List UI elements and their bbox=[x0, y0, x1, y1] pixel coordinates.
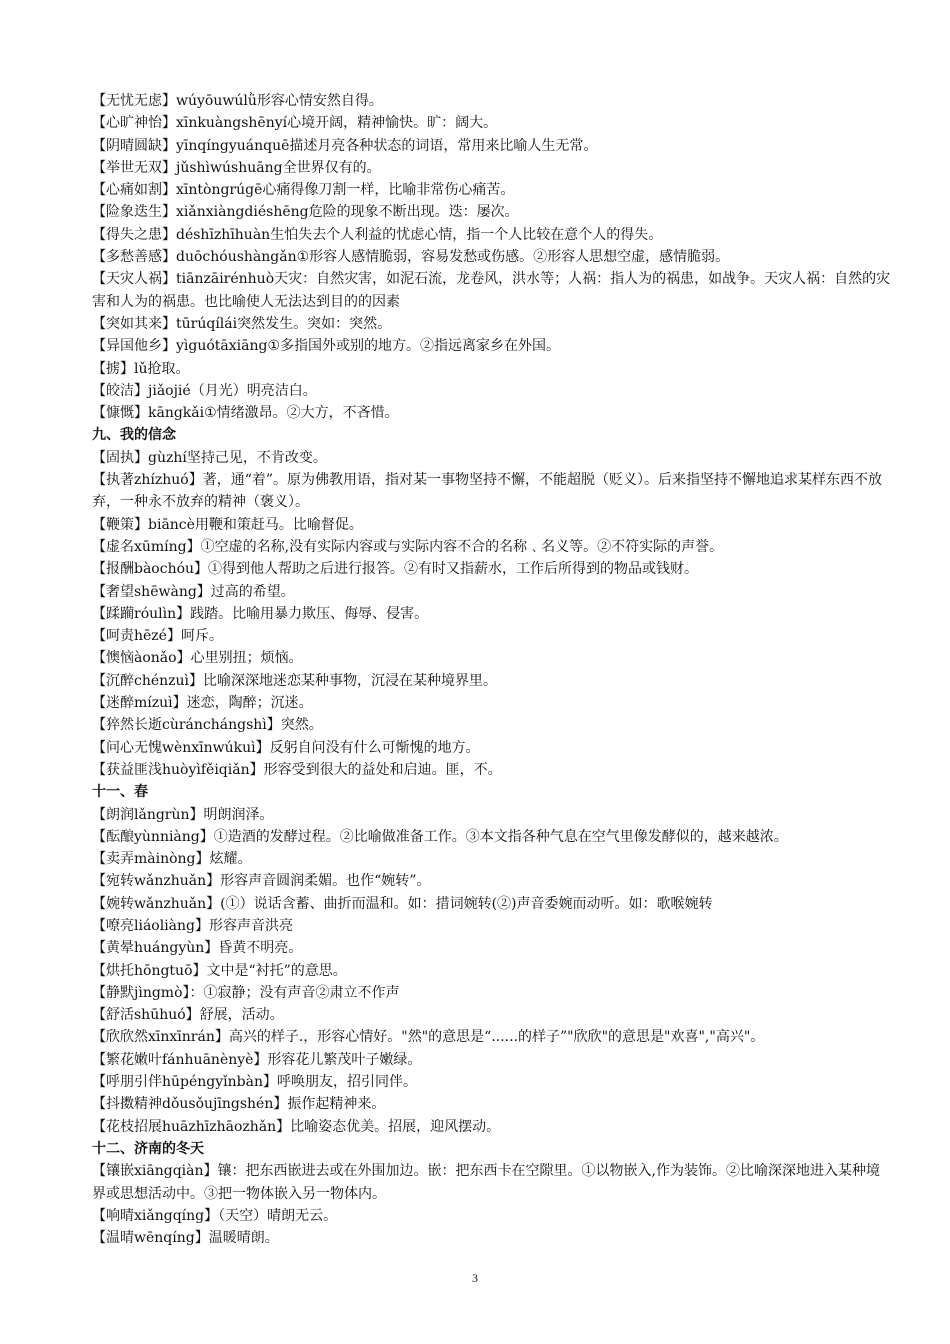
vocab-entry: 【阴晴圆缺】yīnqíngyuánquē描述月亮各种状态的词语，常用来比喻人生无常。 bbox=[92, 137, 598, 154]
vocab-entry: 【呼朋引伴hūpéngyǐnbàn】呼唤朋友，招引同伴。 bbox=[92, 1074, 417, 1091]
vocab-entry: 【固执】gùzhí坚持己见，不肯改变。 bbox=[92, 449, 327, 466]
vocab-entry: 【静默jìngmò】：①寂静；没有声音②肃立不作声 bbox=[92, 984, 400, 1001]
vocab-entry: 【心痛如割】xīntòngrúgē心痛得像刀割一样，比喻非常伤心痛苦。 bbox=[92, 182, 515, 199]
vocab-entry: 【温晴wēnqíng】温暖晴朗。 bbox=[92, 1230, 279, 1247]
vocab-entry: 【天灾人祸】tiānzāirénhuò天灾：自然灾害，如泥石流，龙卷风，洪水等；人祸：指人为的祸患，如战争。天灾人祸：自然的灾害和人为的祸患。也比喻使人无法达到目的的因素 bbox=[92, 271, 891, 310]
vocab-entry: 【掳】lǔ抢取。 bbox=[92, 360, 190, 377]
vocab-entry: 【镶嵌xiāngqiàn】镶：把东西嵌进去或在外围加边。嵌：把东西卡在空隙里。①以物嵌入,作为装饰。②比喻深深地进入某种境界或思想活动中。③把一物体嵌入另一物体内。 bbox=[92, 1163, 880, 1202]
vocab-entry: 【慷慨】kāngkǎi①情绪激昂。②大方，不吝惜。 bbox=[92, 405, 399, 422]
vocab-entry: 【险象迭生】xiǎnxiàngdiéshēng危险的现象不断出现。迭：屡次。 bbox=[92, 204, 519, 221]
vocab-entry: 【无忧无虑】wúyōuwúlǜ形容心情安然自得。 bbox=[92, 93, 383, 109]
vocab-entry: 【得失之患】déshīzhīhuàn生怕失去个人利益的忧虑心情，指一个人比较在意个人的得失。 bbox=[92, 226, 663, 243]
vocab-entry: 【猝然长逝cùránchángshì】突然。 bbox=[92, 717, 323, 734]
vocab-entry: 【皎洁】jiǎojié（月光）明亮洁白。 bbox=[92, 382, 317, 399]
vocab-entry: 【抖擞精神dǒusǒujīngshén】振作起精神来。 bbox=[92, 1096, 386, 1113]
vocab-entry: 【获益匪浅huòyìfěiqiǎn】形容受到很大的益处和启迪。匪，不。 bbox=[92, 761, 502, 778]
section-heading: 九、我的信念 bbox=[92, 427, 176, 444]
vocab-entry: 【沉醉chénzuì】比喻深深地迷恋某种事物，沉浸在某种境界里。 bbox=[92, 672, 498, 689]
vocab-entry: 【异国他乡】yìguótāxiāng①多指国外或别的地方。②指远离家乡在外国。 bbox=[92, 338, 561, 355]
vocab-entry: 【奢望shēwàng】过高的希望。 bbox=[92, 583, 295, 600]
vocab-entry: 【突如其来】tūrúqílái突然发生。突如：突然。 bbox=[92, 315, 392, 332]
vocab-entry: 【蹂躏róulìn】践踏。比喻用暴力欺压、侮辱、侵害。 bbox=[92, 605, 429, 622]
section-heading: 十二、济南的冬天 bbox=[92, 1140, 204, 1157]
vocab-entry: 【烘托hōngtuō】文中是“衬托”的意思。 bbox=[92, 962, 347, 979]
vocab-entry: 【鞭策】biāncè用鞭和策赶马。比喻督促。 bbox=[92, 516, 363, 533]
vocab-entry: 【花枝招展huāzhīzhāozhǎn】比喻姿态优美。招展，迎风摆动。 bbox=[92, 1118, 501, 1135]
vocab-entry: 【黄晕huángyùn】昏黄不明亮。 bbox=[92, 940, 303, 957]
vocab-entry: 【婉转wǎnzhuǎn】(①）说话含蓄、曲折而温和。如：措词婉转(②)声音委婉而动听。如：歌喉婉转 bbox=[92, 895, 713, 912]
vocab-entry: 【舒活shūhuó】舒展，活动。 bbox=[92, 1007, 284, 1024]
vocab-entry: 【嘹亮liáoliàng】形容声音洪亮 bbox=[92, 917, 294, 934]
vocab-entry: 【虚名xūmíng】①空虚的名称,没有实际内容或与实际内容不合的名称﹑名义等。②不符实际的声誉。 bbox=[92, 538, 724, 555]
document-body bbox=[92, 90, 892, 1249]
vocab-entry: 【懊恼àonǎo】心里别扭；烦恼。 bbox=[92, 650, 303, 667]
section-heading: 十一、春 bbox=[92, 784, 148, 801]
vocab-entry: 【问心无愧wènxīnwúkuì】反躬自问没有什么可惭愧的地方。 bbox=[92, 739, 480, 756]
vocab-entry: 【欣欣然xīnxīnrán】高兴的样子.，形容心情好。"然"的意思是“......的样子”"欣欣"的意思是"欢喜","高兴"。 bbox=[92, 1029, 765, 1046]
vocab-entry: 【迷醉mízuì】迷恋，陶醉；沉迷。 bbox=[92, 695, 313, 712]
vocab-entry: 【朗润lǎngrùn】明朗润泽。 bbox=[92, 806, 274, 823]
vocab-entry: 【举世无双】jǔshìwúshuāng全世界仅有的。 bbox=[92, 159, 381, 176]
vocab-entry: 【宛转wǎnzhuǎn】形容声音圆润柔媚。也作“婉转”。 bbox=[92, 873, 431, 890]
vocab-entry: 【报酬bàochóu】①得到他人帮助之后进行报答。②有时又指薪水，工作后所得到的物品或钱财。 bbox=[92, 561, 699, 578]
vocab-entry: 【呵责hēzé】呵斥。 bbox=[92, 628, 223, 645]
vocab-entry: 【繁花嫩叶fánhuānènyè】形容花儿繁茂叶子嫩绿。 bbox=[92, 1051, 422, 1068]
vocab-entry: 【酝酿yùnniàng】①造酒的发酵过程。②比喻做准备工作。③本文指各种气息在空气里像发酵似的，越来越浓。 bbox=[92, 828, 788, 845]
vocab-entry: 【多愁善感】duōchóushàngǎn①形容人感情脆弱，容易发愁或伤感。②形容人思想空虚，感情脆弱。 bbox=[92, 249, 730, 266]
vocab-entry: 【卖弄màinòng】炫耀。 bbox=[92, 851, 252, 868]
page-number: 3 bbox=[472, 1271, 478, 1285]
vocab-entry: 【心旷神怡】xīnkuàngshēnyí心境开阔，精神愉快。旷：阔大。 bbox=[92, 115, 498, 132]
vocab-entry: 【执著zhízhuó】著，通“着”。原为佛教用语，指对某一事物坚持不懈，不能超脱（贬义）。后来指坚持不懈地追求某样东西不放弃，一种永不放弃的精神（褒义）。 bbox=[92, 472, 883, 511]
vocab-entry: 【响晴xiǎngqíng】（天空）晴朗无云。 bbox=[92, 1207, 338, 1224]
